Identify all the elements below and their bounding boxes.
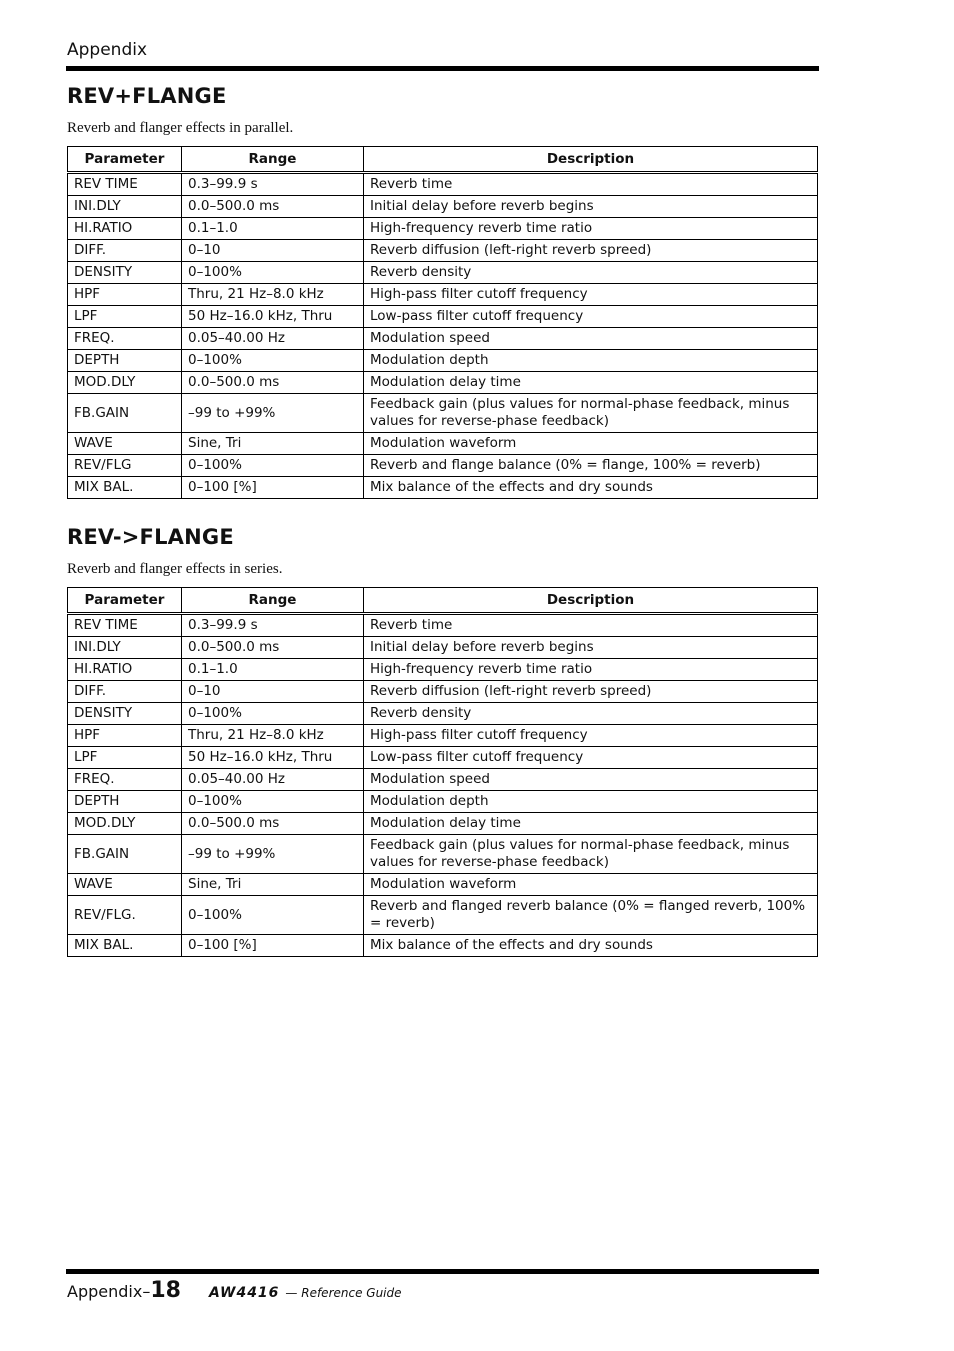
cell-parameter: WAVE xyxy=(68,874,182,896)
cell-range: 0–100% xyxy=(182,262,364,284)
header-rule xyxy=(66,66,819,71)
cell-description: Reverb time xyxy=(364,173,818,196)
cell-description: Reverb density xyxy=(364,262,818,284)
cell-parameter: FREQ. xyxy=(68,328,182,350)
table-row xyxy=(68,433,818,455)
cell-parameter: DIFF. xyxy=(68,240,182,262)
cell-range: 0.0–500.0 ms xyxy=(182,372,364,394)
cell-range: 0–100% xyxy=(182,455,364,477)
table-row xyxy=(68,637,818,659)
table-row xyxy=(68,791,818,813)
cell-range: 0–10 xyxy=(182,681,364,703)
page-footer xyxy=(67,1278,402,1303)
table-row xyxy=(68,813,818,835)
cell-parameter: FB.GAIN xyxy=(68,394,182,433)
cell-range: 0–100% xyxy=(182,896,364,935)
section-description: Reverb and flanger effects in parallel. xyxy=(67,120,294,136)
cell-description: Feedback gain (plus values for normal-phase feedback, minus values for reverse-phase feedback) xyxy=(364,394,818,433)
table-row xyxy=(68,477,818,499)
cell-parameter: LPF xyxy=(68,306,182,328)
cell-range: Sine, Tri xyxy=(182,433,364,455)
cell-range: 50 Hz–16.0 kHz, Thru xyxy=(182,306,364,328)
cell-range: 0.3–99.9 s xyxy=(182,173,364,196)
cell-range: 0–100% xyxy=(182,350,364,372)
cell-description: High-frequency reverb time ratio xyxy=(364,659,818,681)
cell-parameter: INI.DLY xyxy=(68,637,182,659)
table-row xyxy=(68,614,818,637)
cell-description: Reverb and flange balance (0% = flange, 100% = reverb) xyxy=(364,455,818,477)
cell-parameter: REV/FLG xyxy=(68,455,182,477)
cell-parameter: DENSITY xyxy=(68,262,182,284)
cell-range: 0.1–1.0 xyxy=(182,659,364,681)
cell-parameter: INI.DLY xyxy=(68,196,182,218)
table-row xyxy=(68,173,818,196)
cell-parameter: HPF xyxy=(68,284,182,306)
footer-rule xyxy=(66,1269,819,1274)
cell-parameter: HI.RATIO xyxy=(68,218,182,240)
cell-parameter: MOD.DLY xyxy=(68,813,182,835)
table-row xyxy=(68,769,818,791)
section-description: Reverb and flanger effects in series. xyxy=(67,561,283,577)
cell-parameter: MOD.DLY xyxy=(68,372,182,394)
table-row xyxy=(68,896,818,935)
table-row xyxy=(68,350,818,372)
cell-range: 0–100 [%] xyxy=(182,935,364,957)
cell-description: Initial delay before reverb begins xyxy=(364,196,818,218)
table-row xyxy=(68,196,818,218)
cell-parameter: DEPTH xyxy=(68,791,182,813)
column-header-description: Description xyxy=(364,147,818,173)
table-row xyxy=(68,725,818,747)
cell-parameter: REV TIME xyxy=(68,173,182,196)
cell-description: Initial delay before reverb begins xyxy=(364,637,818,659)
cell-description: Feedback gain (plus values for normal-phase feedback, minus values for reverse-phase feedback) xyxy=(364,835,818,874)
page-number: 18 xyxy=(150,1278,181,1303)
cell-description: Mix balance of the effects and dry sounds xyxy=(364,935,818,957)
section-title-rev-to-flange: REV->FLANGE xyxy=(67,525,234,549)
table-row xyxy=(68,372,818,394)
table-row xyxy=(68,394,818,433)
cell-range: 50 Hz–16.0 kHz, Thru xyxy=(182,747,364,769)
cell-description: Reverb time xyxy=(364,614,818,637)
table-header-row xyxy=(68,588,818,614)
cell-description: Reverb diffusion (left-right reverb spreed) xyxy=(364,681,818,703)
cell-range: 0–10 xyxy=(182,240,364,262)
table-row xyxy=(68,262,818,284)
cell-parameter: FREQ. xyxy=(68,769,182,791)
cell-range: 0.0–500.0 ms xyxy=(182,813,364,835)
cell-range: –99 to +99% xyxy=(182,835,364,874)
cell-range: 0–100 [%] xyxy=(182,477,364,499)
cell-description: Modulation waveform xyxy=(364,874,818,896)
cell-description: High-frequency reverb time ratio xyxy=(364,218,818,240)
cell-description: Mix balance of the effects and dry sounds xyxy=(364,477,818,499)
table-row xyxy=(68,218,818,240)
cell-description: Reverb density xyxy=(364,703,818,725)
product-logo: AW4416 xyxy=(208,1285,280,1301)
cell-description: Modulation speed xyxy=(364,769,818,791)
table-row xyxy=(68,874,818,896)
cell-description: Modulation delay time xyxy=(364,372,818,394)
cell-description: High-pass filter cutoff frequency xyxy=(364,284,818,306)
cell-description: Reverb and flanged reverb balance (0% = flanged reverb, 100% = reverb) xyxy=(364,896,818,935)
section-title-rev-plus-flange: REV+FLANGE xyxy=(67,84,227,108)
cell-range: 0.0–500.0 ms xyxy=(182,196,364,218)
cell-description: High-pass filter cutoff frequency xyxy=(364,725,818,747)
table-header-row xyxy=(68,147,818,173)
cell-description: Modulation delay time xyxy=(364,813,818,835)
cell-parameter: REV/FLG. xyxy=(68,896,182,935)
column-header-parameter: Parameter xyxy=(68,147,182,173)
cell-description: Reverb diffusion (left-right reverb spreed) xyxy=(364,240,818,262)
table-row xyxy=(68,455,818,477)
cell-parameter: HPF xyxy=(68,725,182,747)
table-row xyxy=(68,935,818,957)
cell-range: 0.1–1.0 xyxy=(182,218,364,240)
cell-description: Modulation speed xyxy=(364,328,818,350)
cell-range: Sine, Tri xyxy=(182,874,364,896)
table-row xyxy=(68,681,818,703)
cell-range: 0–100% xyxy=(182,703,364,725)
cell-parameter: MIX BAL. xyxy=(68,477,182,499)
column-header-parameter: Parameter xyxy=(68,588,182,614)
cell-parameter: LPF xyxy=(68,747,182,769)
cell-parameter: FB.GAIN xyxy=(68,835,182,874)
table-row xyxy=(68,306,818,328)
cell-range: –99 to +99% xyxy=(182,394,364,433)
cell-parameter: DENSITY xyxy=(68,703,182,725)
cell-description: Low-pass filter cutoff frequency xyxy=(364,306,818,328)
cell-range: Thru, 21 Hz–8.0 kHz xyxy=(182,725,364,747)
cell-parameter: REV TIME xyxy=(68,614,182,637)
table-row xyxy=(68,835,818,874)
cell-range: 0.0–500.0 ms xyxy=(182,637,364,659)
cell-range: 0.05–40.00 Hz xyxy=(182,769,364,791)
cell-range: 0.05–40.00 Hz xyxy=(182,328,364,350)
cell-parameter: DIFF. xyxy=(68,681,182,703)
column-header-range: Range xyxy=(182,588,364,614)
cell-description: Modulation waveform xyxy=(364,433,818,455)
table-row xyxy=(68,240,818,262)
parameter-table-rev-to-flange xyxy=(67,587,818,957)
table-row xyxy=(68,747,818,769)
table-row xyxy=(68,328,818,350)
page-header-title: Appendix xyxy=(67,40,148,60)
parameter-table-rev-plus-flange xyxy=(67,146,818,499)
table-row xyxy=(68,703,818,725)
cell-description: Modulation depth xyxy=(364,791,818,813)
cell-range: 0–100% xyxy=(182,791,364,813)
footer-label: Appendix– xyxy=(67,1282,151,1301)
table-row xyxy=(68,284,818,306)
cell-parameter: MIX BAL. xyxy=(68,935,182,957)
table-row xyxy=(68,659,818,681)
cell-parameter: HI.RATIO xyxy=(68,659,182,681)
column-header-range: Range xyxy=(182,147,364,173)
cell-parameter: WAVE xyxy=(68,433,182,455)
footer-guide-text: — Reference Guide xyxy=(285,1286,402,1300)
cell-description: Modulation depth xyxy=(364,350,818,372)
cell-range: 0.3–99.9 s xyxy=(182,614,364,637)
cell-description: Low-pass filter cutoff frequency xyxy=(364,747,818,769)
column-header-description: Description xyxy=(364,588,818,614)
cell-parameter: DEPTH xyxy=(68,350,182,372)
cell-range: Thru, 21 Hz–8.0 kHz xyxy=(182,284,364,306)
